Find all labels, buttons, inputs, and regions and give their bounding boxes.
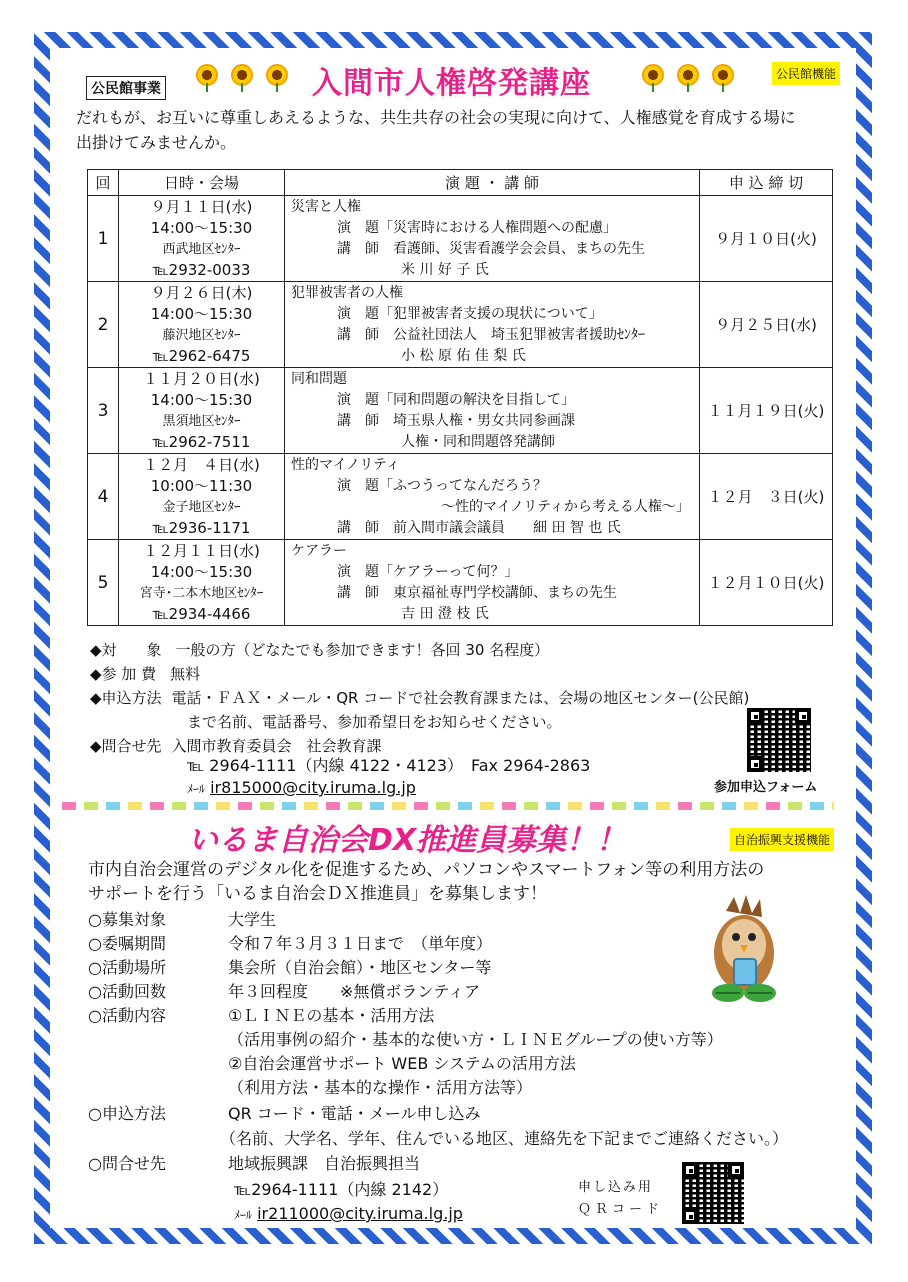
s2-item-value: ①ＬＩＮＥの基本・活用方法 [228,1006,435,1025]
intro-line-1: だれもが、お互いに尊重しあえるような、共生共存の社会の実現に向けて、人権感覚を育成する場に [76,108,796,127]
row-date: １２月１１日(水) [143,541,260,560]
s2-item-value: 令和７年３月３１日まで （単年度） [228,934,493,953]
table-header-row [88,170,833,196]
info-mail [187,776,416,801]
info-apply-2: まで名前、電話番号、参加希望日をお知らせください。 [187,713,562,731]
corner-tag: 公民館機能 [772,62,840,85]
table-row [88,196,833,282]
s2-item-label: ○活動回数 [88,982,166,1001]
s2-item [88,956,491,980]
s2-content-2: ②自治会運営サポート WEB システムの活用方法 [228,1054,576,1073]
info-apply [90,686,749,710]
s2-apply-value: QR コード・電話・メール申し込み [228,1104,481,1123]
row-tel: ℡2932-0033 [152,260,251,279]
header-no: 回 [88,170,119,196]
row-no: 2 [88,282,119,368]
section2-title: いるま自治会DX推進員募集！！ [188,823,627,858]
s2-contact [88,1152,420,1176]
row-time: 14:00～15:30 [150,562,253,581]
info-target [90,638,549,662]
row-theme: 同和問題 [291,370,347,387]
header-date: 日時・会場 [119,170,285,196]
s2-contact-label: ○問合せ先 [88,1154,166,1173]
row-time: 14:00～15:30 [150,218,253,237]
table-row [88,540,833,626]
s2-contact-value: 地域振興課 自治振興担当 [228,1154,421,1173]
section-divider [62,802,834,810]
s2-item-label: ○委嘱期間 [88,934,166,953]
info-fee [90,662,200,686]
intro-line-2: 出掛けてみませんか。 [76,133,237,152]
row-talk: 演 題「同和問題の解決を目指して」 [337,391,575,408]
row-lecturer: 講 師 前入間市議会議員 細 田 智 也 氏 [337,519,621,536]
sunflower-icons-right [642,64,734,96]
page-title: 入間市人権啓発講座 [312,66,591,101]
row-date: ９月２６日(木) [150,283,253,302]
section-tag: 公民館事業 [86,76,166,100]
row-time: 14:00～15:30 [150,390,253,409]
s2-tel: ℡2964-1111（内線 2142） [234,1180,449,1199]
info-fee-value: 無料 [170,665,201,683]
row-tel: ℡2962-6475 [152,346,251,365]
row-topic-cell [285,282,700,368]
s2-item-value: 集会所（自治会館）・地区センター等 [228,958,492,977]
row-tel: ℡2934-4466 [152,604,251,623]
info-tel: ℡ 2964-1111（内線 4122・4123） Fax 2964-2863 [187,756,591,775]
sunflower-icons-left [196,64,288,96]
s2-item-label: ○募集対象 [88,910,166,929]
qr2-caption-1: 申し込み用 [578,1180,654,1195]
s2-item [88,932,492,956]
info-fee-label: ◆参 加 費 [90,665,157,683]
row-theme: 災害と人権 [291,198,361,215]
row-deadline: １１月１９日(火) [700,368,833,454]
mascot-bird-icon [706,893,782,1005]
row-lecturer-name: 人権・同和問題啓発講師 [401,433,555,450]
row-topic-cell [285,454,700,540]
row-deadline: １２月１０日(火) [700,540,833,626]
info-apply-label: ◆申込方法 [90,689,162,707]
s2-apply-note: （名前、大学名、学年、住んでいる地区、連絡先を下記までご連絡ください。） [220,1129,789,1148]
row-deadline: １２月 ３日(火) [700,454,833,540]
qr2-caption-2: ＱＲコード [578,1202,664,1217]
row-no: 3 [88,368,119,454]
header-deadline: 申 込 締 切 [700,170,833,196]
row-theme: ケアラー [291,542,347,559]
mail-label: ﾒｰﾙ [187,782,206,796]
row-no: 1 [88,196,119,282]
s2-apply [88,1102,480,1126]
mail-label: ﾒｰﾙ [234,1208,253,1222]
info-apply-value: 電話・ＦＡＸ・メール・QR コードで社会教育課または、会場の地区センター(公民館) [171,689,750,707]
row-date: １１月２０日(水) [143,369,260,388]
row-venue: 藤沢地区ｾﾝﾀｰ [162,327,241,343]
row-no: 4 [88,454,119,540]
s2-item [88,908,276,932]
s2-content-sub1: （活用事例の紹介・基本的な使い方・ＬＩＮＥグループの使い方等） [228,1030,723,1049]
row-talk: 演 題「災害時における人権問題への配慮」 [337,219,617,236]
row-venue: 西武地区ｾﾝﾀｰ [162,241,241,257]
row-date: ９月１１日(水) [150,197,253,216]
row-tel: ℡2936-1171 [152,518,251,537]
row-date-cell [119,540,285,626]
s2-item-value: 大学生 [228,910,277,929]
header-topic: 演 題 ・ 講 師 [285,170,700,196]
row-talk: 演 題「犯罪被害者支援の現状について」 [337,305,603,322]
mail-link[interactable]: ir815000@city.iruma.lg.jp [210,778,416,797]
row-date-cell [119,368,285,454]
row-date-cell [119,282,285,368]
section2-corner-tag: 自治振興支援機能 [730,828,834,851]
row-lecturer: 講 師 看護師、災害看護学会会員、まちの先生 [337,240,645,257]
row-lecturer-name: 米 川 好 子 氏 [401,261,489,278]
row-lecturer-name: 小 松 原 佑 佳 梨 氏 [401,347,526,364]
row-venue: 宮寺･二本木地区ｾﾝﾀｰ [139,585,264,601]
row-lecturer-name: 吉 田 澄 枝 氏 [401,605,489,622]
mail-link[interactable]: ir211000@city.iruma.lg.jp [257,1204,463,1223]
qr-caption: 参加申込フォーム [714,780,818,795]
row-talk: 演 題「ケアラーって何？」 [337,563,519,580]
row-date-cell [119,196,285,282]
info-contact-label: ◆問合せ先 [90,737,162,755]
qr-code-icon[interactable] [747,708,811,772]
s2-apply-label: ○申込方法 [88,1104,166,1123]
row-talk: 演 題「ふつうってなんだろう？ [337,477,547,494]
info-target-label: ◆対 象 [90,641,162,659]
row-date: １２月 ４日(水) [143,455,260,474]
row-tel: ℡2962-7511 [152,432,251,451]
row-topic-cell [285,540,700,626]
row-topic-cell [285,196,700,282]
row-lecturer: 講 師 埼玉県人権・男女共同参画課 [337,412,575,429]
info-contact-value: 入間市教育委員会 社会教育課 [171,737,382,755]
section2-intro-2: サポートを行う「いるま自治会ＤＸ推進員」を募集します！ [88,884,547,904]
info-target-value: 一般の方（どなたでも参加できます！各回 30 名程度） [175,641,550,659]
table-row [88,282,833,368]
row-date-cell [119,454,285,540]
table-row [88,454,833,540]
row-time: 14:00～15:30 [150,304,253,323]
s2-item-label: ○活動内容 [88,1006,166,1025]
row-venue: 金子地区ｾﾝﾀｰ [162,499,241,515]
row-talk-subtitle: ～性的マイノリティから考える人権～」 [441,498,690,515]
table-row [88,368,833,454]
row-time: 10:00～11:30 [150,476,253,495]
schedule-table [87,169,833,626]
row-no: 5 [88,540,119,626]
row-lecturer: 講 師 東京福祉専門学校講師、まちの先生 [337,584,617,601]
qr-code-icon[interactable] [682,1162,744,1224]
section2-intro-1: 市内自治会運営のデジタル化を促進するため、パソコンやスマートフォン等の利用方法の [88,860,765,880]
s2-item [88,1004,434,1028]
s2-item [88,980,480,1004]
s2-item-value: 年３回程度 ※無償ボランティア [228,982,481,1001]
row-theme: 犯罪被害者の人権 [291,284,403,301]
row-deadline: ９月１０日(火) [700,196,833,282]
s2-mail [234,1202,463,1227]
s2-item-label: ○活動場所 [88,958,166,977]
s2-content-sub2: （利用方法・基本的な操作・活用方法等） [228,1078,533,1097]
row-theme: 性的マイノリティ [291,456,400,473]
row-deadline: ９月２５日(水) [700,282,833,368]
row-lecturer: 講 師 公益社団法人 埼玉犯罪被害者援助ｾﾝﾀｰ [337,326,645,343]
row-venue: 黒須地区ｾﾝﾀｰ [162,413,241,429]
row-topic-cell [285,368,700,454]
